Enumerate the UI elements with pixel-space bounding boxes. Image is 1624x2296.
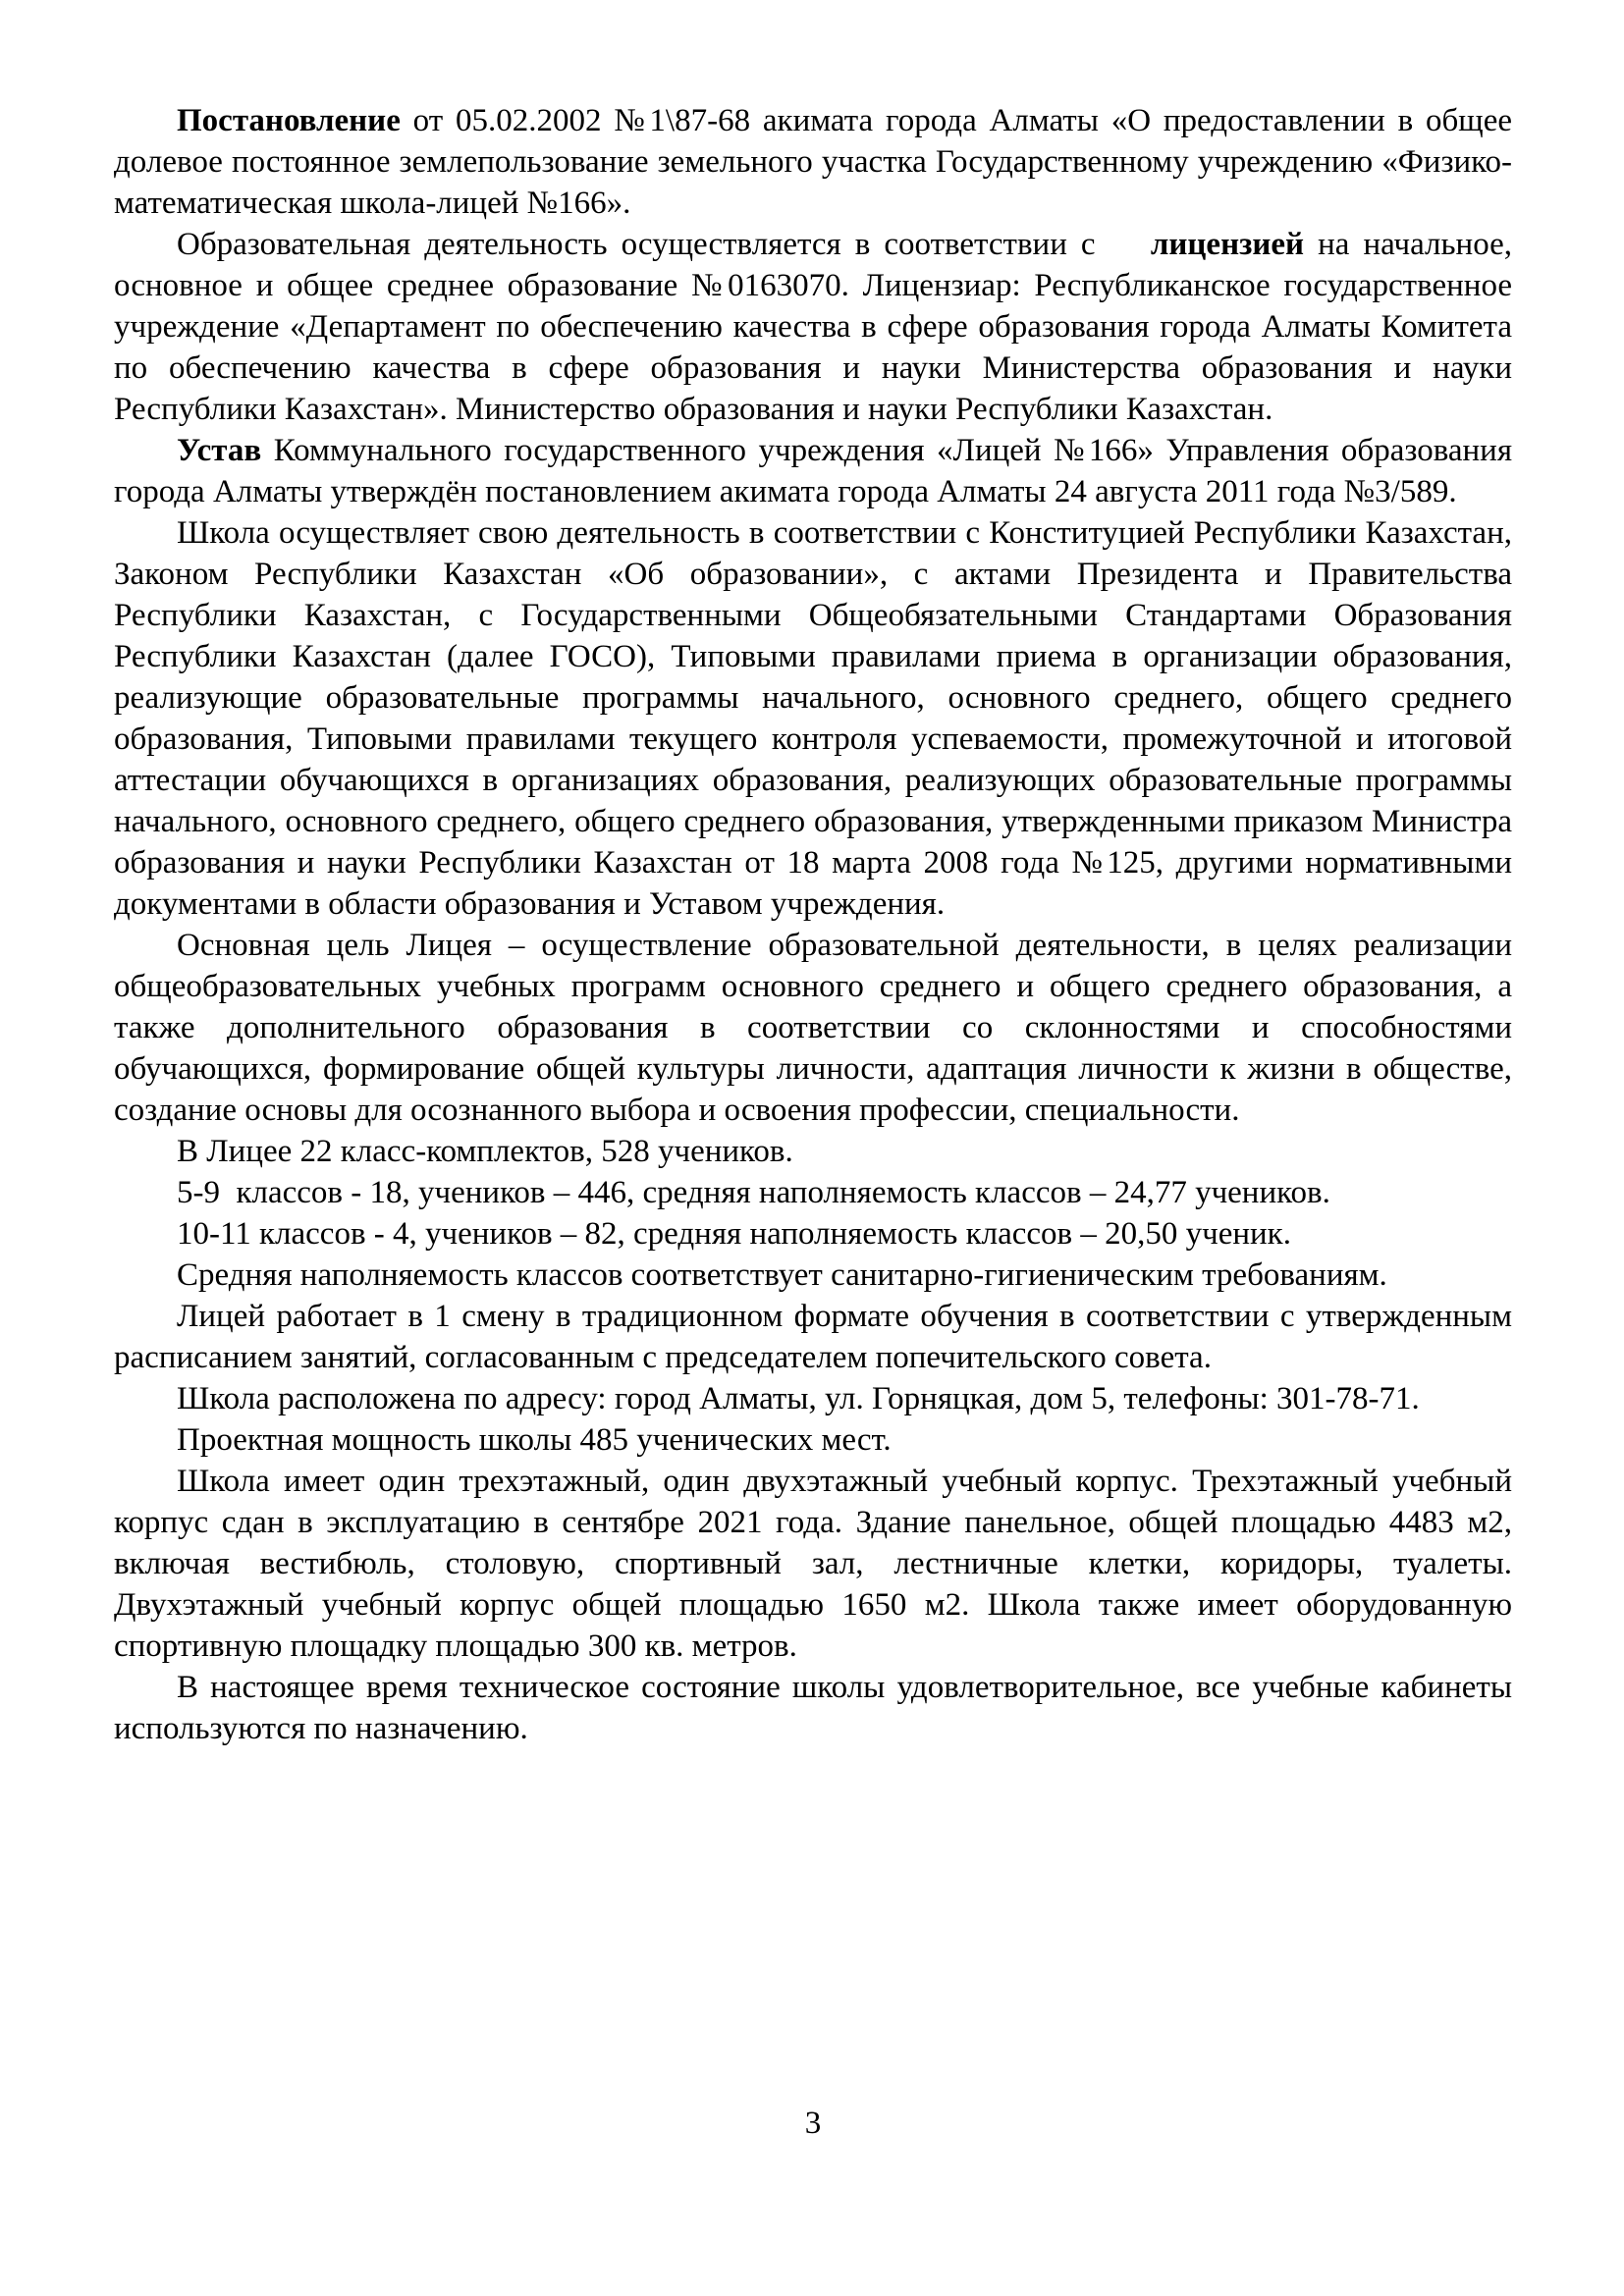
paragraph: Устав Коммунального государственного учреждения «Лицей №166» Управления образования города Алматы утверждён постановлением акимата города Алматы 24 августа 2011 года №3/589. <box>114 433 1512 509</box>
page-number: 3 <box>804 2106 822 2141</box>
paragraph: Основная цель Лицея – осуществление образовательной деятельности, в целях реализации общеобразовательных учебных программ основного среднего и общего среднего образования, а также дополнительного образования в соответствии со склонностями и способностями обучающихся, формирование общей культуры личности, адаптация личности к жизни в обществе, создание основы для осознанного выбора и освоения профессии, специальности. <box>114 928 1512 1128</box>
paragraph: 5-9 классов - 18, учеников – 446, средняя наполняемость классов – 24,77 учеников. <box>177 1175 1330 1210</box>
paragraph: Школа осуществляет свою деятельность в соответствии с Конституцией Республики Казахстан, Законом Республики Казахстан «Об образовании», с актами Президента и Правительства Республики Казахстан, с Государственными Общеобязательными Стандартами Образования Республики Казахстан (далее ГОСО), Типовыми правилами приема в организации образования, реализующие образовательные программы начального, основного среднего, общего среднего образования, Типовыми правилами текущего контроля успеваемости, промежуточной и итоговой аттестации обучающихся в организациях образования, реализующих образовательные программы начального, основного среднего, общего среднего образования, утвержденными приказом Министра образования и науки Республики Казахстан от 18 марта 2008 года №125, другими нормативными документами в области образования и Уставом учреждения. <box>114 515 1512 922</box>
paragraph: В Лицее 22 класс-комплектов, 528 учеников. <box>177 1134 793 1169</box>
paragraph: В настоящее время техническое состояние школы удовлетворительное, все учебные кабинеты используются по назначению. <box>114 1670 1512 1746</box>
paragraph: Образовательная деятельность осуществляется в соответствии с лицензией на начальное, основное и общее среднее образование №0163070. Лицензиар: Республиканское государственное учреждение «Департамент по обеспечению качества в сфере образования города Алматы Комитета по обеспечению качества в сфере образования и науки Министерства образования и науки Республики Казахстан». Министерство образования и науки Республики Казахстан. <box>114 227 1512 427</box>
paragraph: Лицей работает в 1 смену в традиционном формате обучения в соответствии с утвержденным расписанием занятий, согласованным с председателем попечительского совета. <box>114 1299 1512 1375</box>
paragraph: Проектная мощность школы 485 ученических мест. <box>177 1422 892 1458</box>
paragraph: Школа расположена по адресу: город Алматы, ул. Горняцкая, дом 5, телефоны: 301-78-71. <box>177 1381 1420 1416</box>
paragraph: Школа имеет один трехэтажный, один двухэтажный учебный корпус. Трехэтажный учебный корпус сдан в эксплуатацию в сентябре 2021 года. Здание панельное, общей площадью 4483 м2, включая вестибюль, столовую, спортивный зал, лестничные клетки, коридоры, туалеты. Двухэтажный учебный корпус общей площадью 1650 м2. Школа также имеет оборудованную спортивную площадку площадью 300 кв. метров. <box>114 1464 1512 1664</box>
document-body <box>114 100 1512 1749</box>
paragraph: Средняя наполняемость классов соответствует санитарно-гигиеническим требованиям. <box>177 1257 1387 1293</box>
paragraph: Постановление от 05.02.2002 №1\87-68 акимата города Алматы «О предоставлении в общее долевое постоянное землепользование земельного участка Государственному учреждению «Физико-математическая школа-лицей №166». <box>114 103 1512 221</box>
paragraph: 10-11 классов - 4, учеников – 82, средняя наполняемость классов – 20,50 ученик. <box>177 1216 1291 1252</box>
